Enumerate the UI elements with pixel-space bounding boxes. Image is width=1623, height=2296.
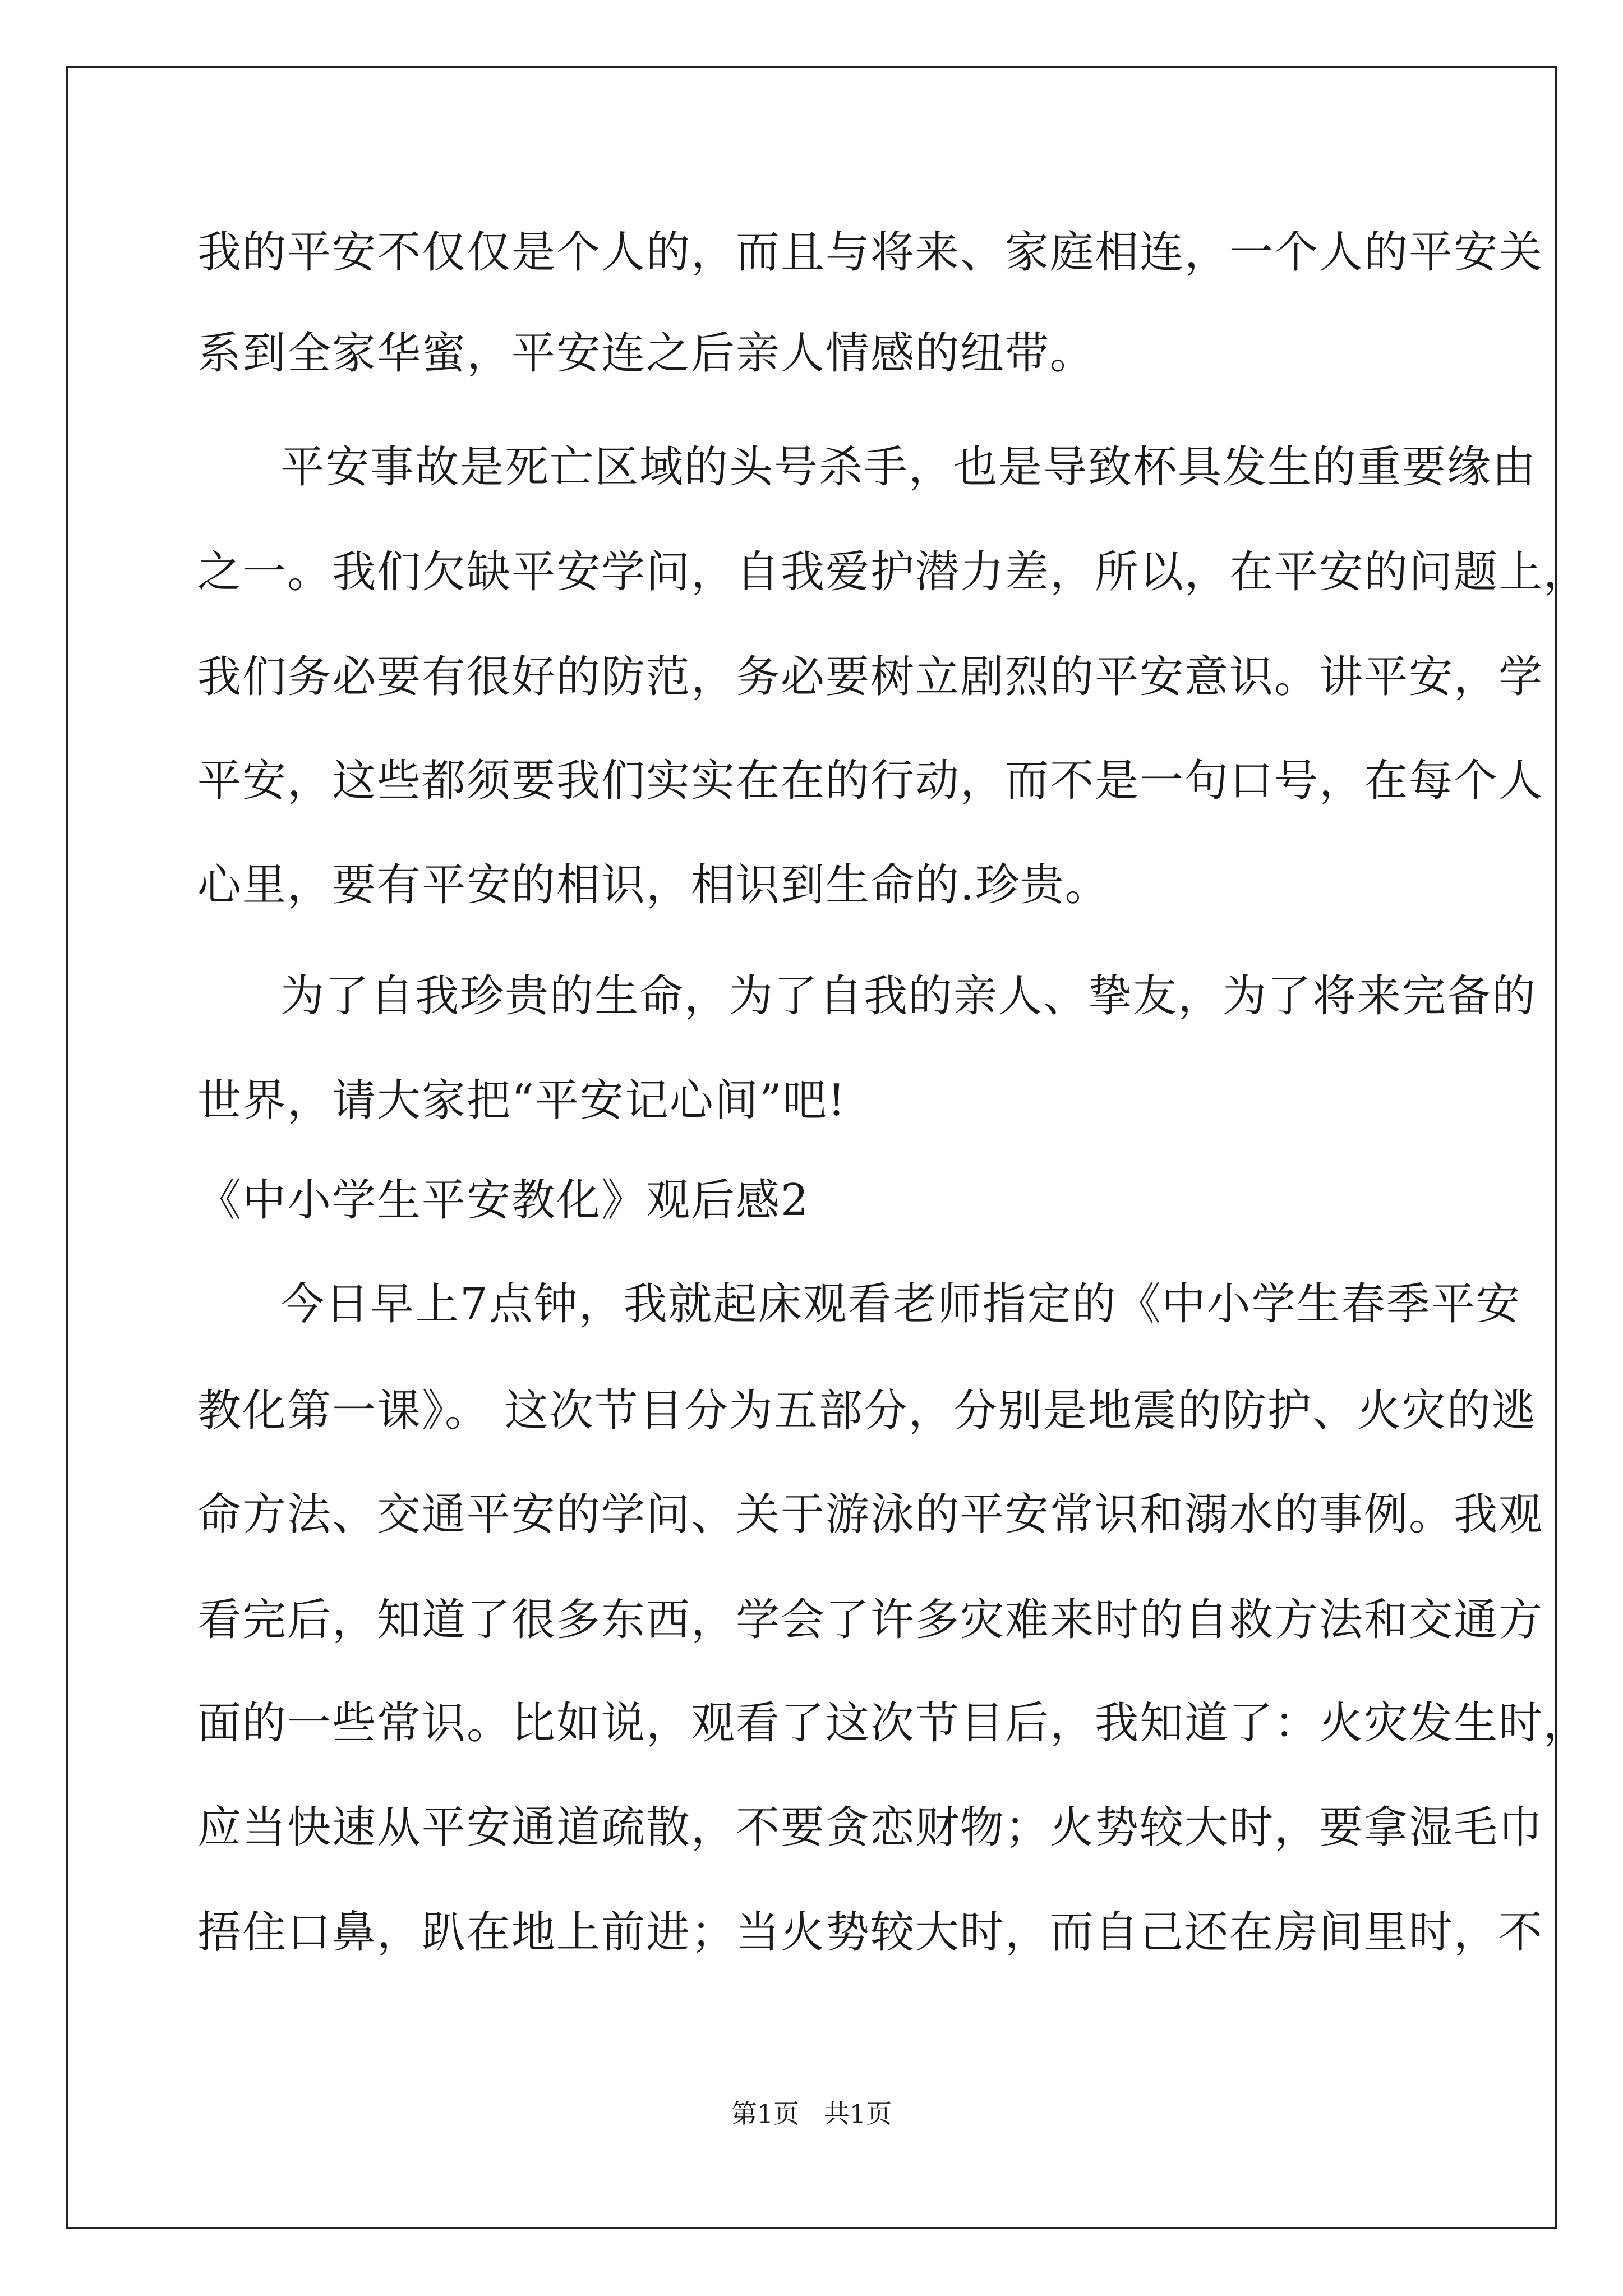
paragraph-line: 系到全家华蜜，平安连之后亲人情感的纽带。 [197, 328, 1095, 379]
paragraph-line: 平安事故是死亡区域的头号杀手，也是导致杯具发生的重要缘由 [280, 442, 1537, 493]
paragraph-line: 平安，这些都须要我们实实在在的行动，而不是一句口号，在每个人 [197, 756, 1544, 806]
paragraph-line: 之一。我们欠缺平安学问，自我爱护潜力差，所以，在平安的问题上， [197, 547, 1589, 597]
section-heading: 《中小学生平安教化》观后感2 [197, 1175, 810, 1226]
paragraph-line: 教化第一课》。 这次节目分为五部分，分别是地震的防护、火灾的逃 [197, 1386, 1537, 1436]
page-footer: 第1页 共1页 [731, 2099, 892, 2129]
paragraph-line: 今日早上7点钟，我就起床观看老师指定的《中小学生春季平安 [280, 1279, 1521, 1329]
paragraph-line: 命方法、交通平安的学问、关于游泳的平安常识和溺水的事例。我观 [197, 1489, 1544, 1540]
paragraph-line: 心里，要有平安的相识，相识到生命的.珍贵。 [197, 860, 1110, 910]
paragraph-line: 面的一些常识。比如说，观看了这次节目后，我知道了：火灾发生时， [197, 1698, 1589, 1749]
paragraph-line: 我的平安不仅仅是个人的，而且与将来、家庭相连，一个人的平安关 [197, 227, 1544, 278]
paragraph-line: 我们务必要有很好的防范，务必要树立剧烈的平安意识。讲平安，学 [197, 652, 1544, 702]
paragraph-line: 捂住口鼻，趴在地上前进；当火势较大时，而自己还在房间里时，不 [197, 1907, 1544, 1958]
paragraph-line: 世界，请大家把“平安记心间”吧! [197, 1075, 847, 1126]
paragraph-line: 看完后，知道了很多东西，学会了许多灾难来时的自救方法和交通方 [197, 1595, 1544, 1645]
paragraph-line: 应当快速从平安通道疏散，不要贪恋财物；火势较大时，要拿湿毛巾 [197, 1802, 1544, 1853]
paragraph-line: 为了自我珍贵的生命，为了自我的亲人、挚友，为了将来完备的 [280, 971, 1537, 1022]
